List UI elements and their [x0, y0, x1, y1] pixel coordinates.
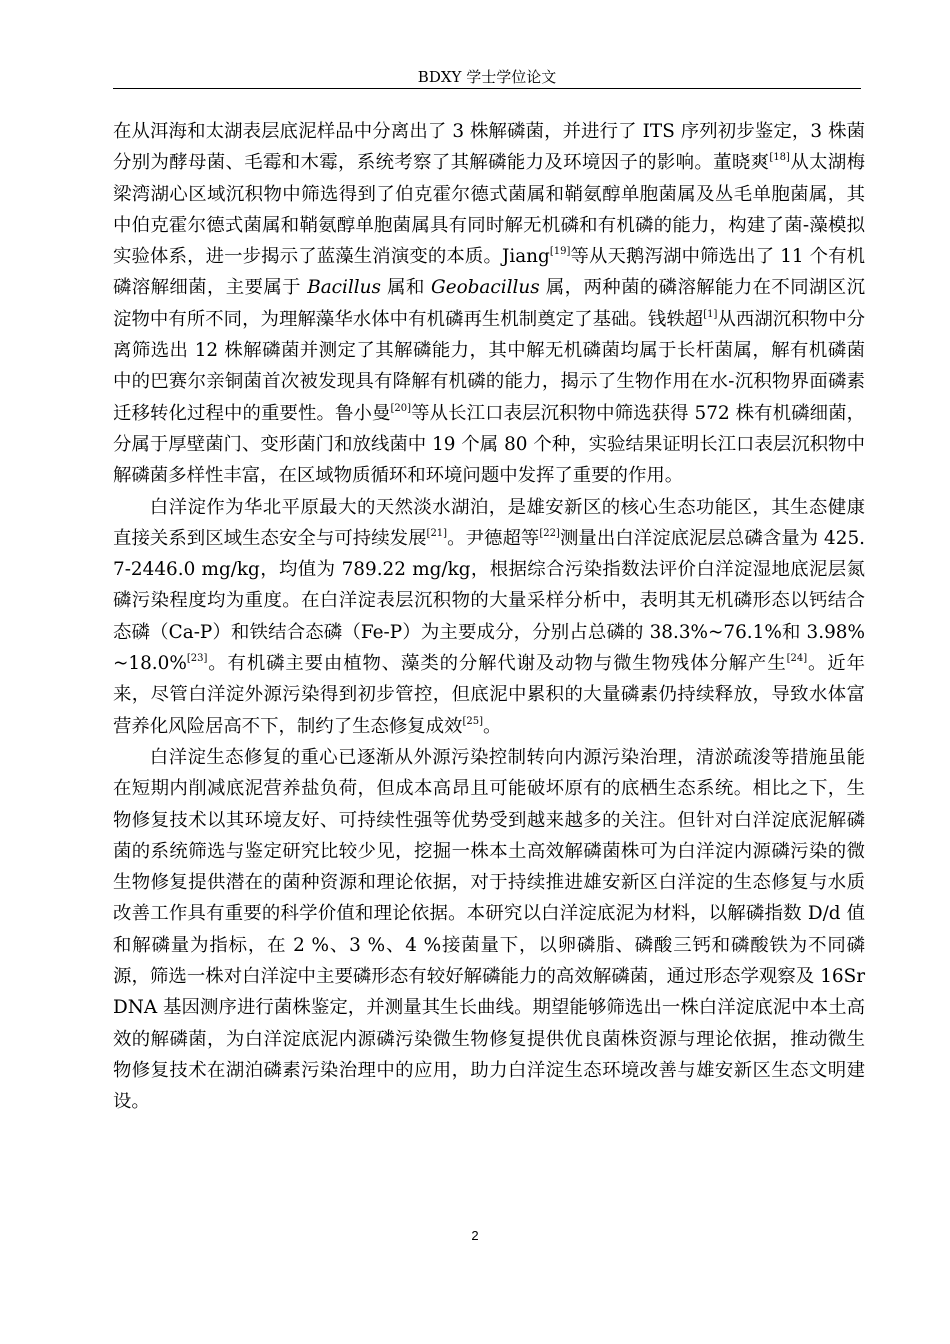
running-header [113, 66, 861, 89]
page-footer [0, 1228, 950, 1243]
text-run: 白洋淀生态修复的重心已逐渐从外源污染控制转向内源污染治理，清淤疏浚等措施虽能在短期内削减底泥营养盐负荷，但成本高昂且可能破坏原有的底栖生态系统。相比之下，生物修复技术以其环境友好、可持续性强等优势受到越来越多的关注。但针对白洋淀底泥解磷菌的系统筛选与鉴定研究比较少见，挖掘一株本土高效解磷菌株可为白洋淀内源磷污染的微生物修复提供潜在的菌种资源和理论依据，对于持续推进雄安新区白洋淀的生态修复与水质改善工作具有重要的科学价值和理论依据。本研究以白洋淀底泥为材料，以解磷指数 D/d 值和解磷量为指标，在 2 %、3 %、4 %接菌量下，以卵磷脂、磷酸三钙和磷酸铁为不同磷源，筛选一株对白洋淀中主要磷形态有较好解磷能力的高效解磷菌，通过形态学观察及 16SrDNA 基因测序进行菌株鉴定，并测量其生长曲线。期望能够筛选出一株白洋淀底泥中本土高效的解磷菌，为白洋淀底泥内源磷污染微生物修复提供优良菌株资源与理论依据，推动微生物修复技术在湖泊磷素污染治理中的应用，助力白洋淀生态环境改善与雄安新区生态文明建设。 [113, 746, 865, 1113]
text-run: 测量出白洋淀底泥层总磷含量为 425.7-2446.0 mg/kg，均值为 789.22 mg/kg，根据综合污染指数法评价白洋淀湿地底泥层氮磷污染程度均为重度。在白洋淀表层沉积物的大量采样分析中，表明其无机磷形态以钙结合态磷（Ca-P）和铁结合态磷（Fe-P）为主要成分，分别占总磷的 38.3%~76.1%和 3.98%~18.0% [113, 527, 865, 675]
citation-ref: [1] [703, 308, 718, 320]
text-run: 。有机磷主要由植物、藻类的分解代谢及动物与微生物残体分解产生 [207, 653, 787, 675]
text-run: 白洋淀作为华北平原最大的天然淡水湖泊，是雄安新区的核心生态功能区，其生态健康直接关系到区域生态安全与可持续发展 [113, 496, 865, 549]
text-run: 属和 [380, 277, 432, 299]
text-run: 从太湖梅梁湾湖心区域沉积物中筛选得到了伯克霍尔德式菌属和鞘氨醇单胞菌属及丛毛单胞菌属，其中伯克霍尔德式菌属和鞘氨醇单胞菌属具有同时解无机磷和有机磷的能力，构建了菌-藻模拟实验体系，进一步揭示了蓝藻生消演变的本质。Jiang [113, 152, 865, 268]
text-run: 等从长江口表层沉积物中筛选获得 572 株有机磷细菌，分属于厚壁菌门、变形菌门和放线菌中 19 个属 80 个种，实验结果证明长江口表层沉积物中解磷菌多样性丰富，在区域物质循环和环境问题中发挥了重要的作用。 [113, 402, 865, 487]
genus-name: Bacillus [307, 277, 381, 299]
citation-ref: [18] [769, 152, 790, 164]
text-run: 。尹德超等 [447, 527, 540, 549]
header-title: BDXY 学士学位论文 [417, 68, 557, 86]
paragraph-2 [113, 492, 865, 742]
citation-ref: [20] [390, 402, 412, 414]
citation-ref: [25] [462, 715, 483, 727]
text-run: 从西湖沉积物中分离筛选出 12 株解磷菌并测定了其解磷能力，其中解无机磷菌均属于长杆菌属，解有机磷菌中的巴赛尔亲铜菌首次被发现具有降解有机磷的能力，揭示了生物作用在水-沉积物界面磷素迁移转化过程中的重要性。鲁小曼 [113, 308, 865, 424]
text-run: 。近年来，尽管白洋淀外源污染得到初步管控，但底泥中累积的大量磷素仍持续释放，导致水体富营养化风险居高不下，制约了生态修复成效 [113, 653, 865, 737]
citation-ref: [19] [549, 246, 571, 258]
citation-ref: [23] [186, 652, 208, 664]
paragraph-3 [113, 742, 865, 1118]
citation-ref: [21] [426, 527, 448, 539]
text-run: 等从天鹅泻湖中筛选出了 11 个有机磷溶解细菌，主要属于 [113, 246, 866, 299]
body-text [113, 116, 865, 1118]
citation-ref: [24] [786, 652, 808, 664]
text-run: 。 [482, 715, 502, 737]
paragraph-1 [113, 116, 865, 492]
genus-name: Geobacillus [431, 277, 540, 299]
text-run: 属，两种菌的磷溶解能力在不同湖区沉淀物中有所不同，为理解藻华水体中有机磷再生机制奠定了基础。钱轶超 [113, 277, 865, 330]
text-run: 在从洱海和太湖表层底泥样品中分离出了 3 株解磷菌，并进行了 ITS 序列初步鉴定，3 株菌分别为酵母菌、毛霉和木霉，系统考察了其解磷能力及环境因子的影响。董晓爽 [113, 121, 865, 174]
page-number: 2 [471, 1228, 479, 1243]
citation-ref: [22] [539, 527, 560, 539]
